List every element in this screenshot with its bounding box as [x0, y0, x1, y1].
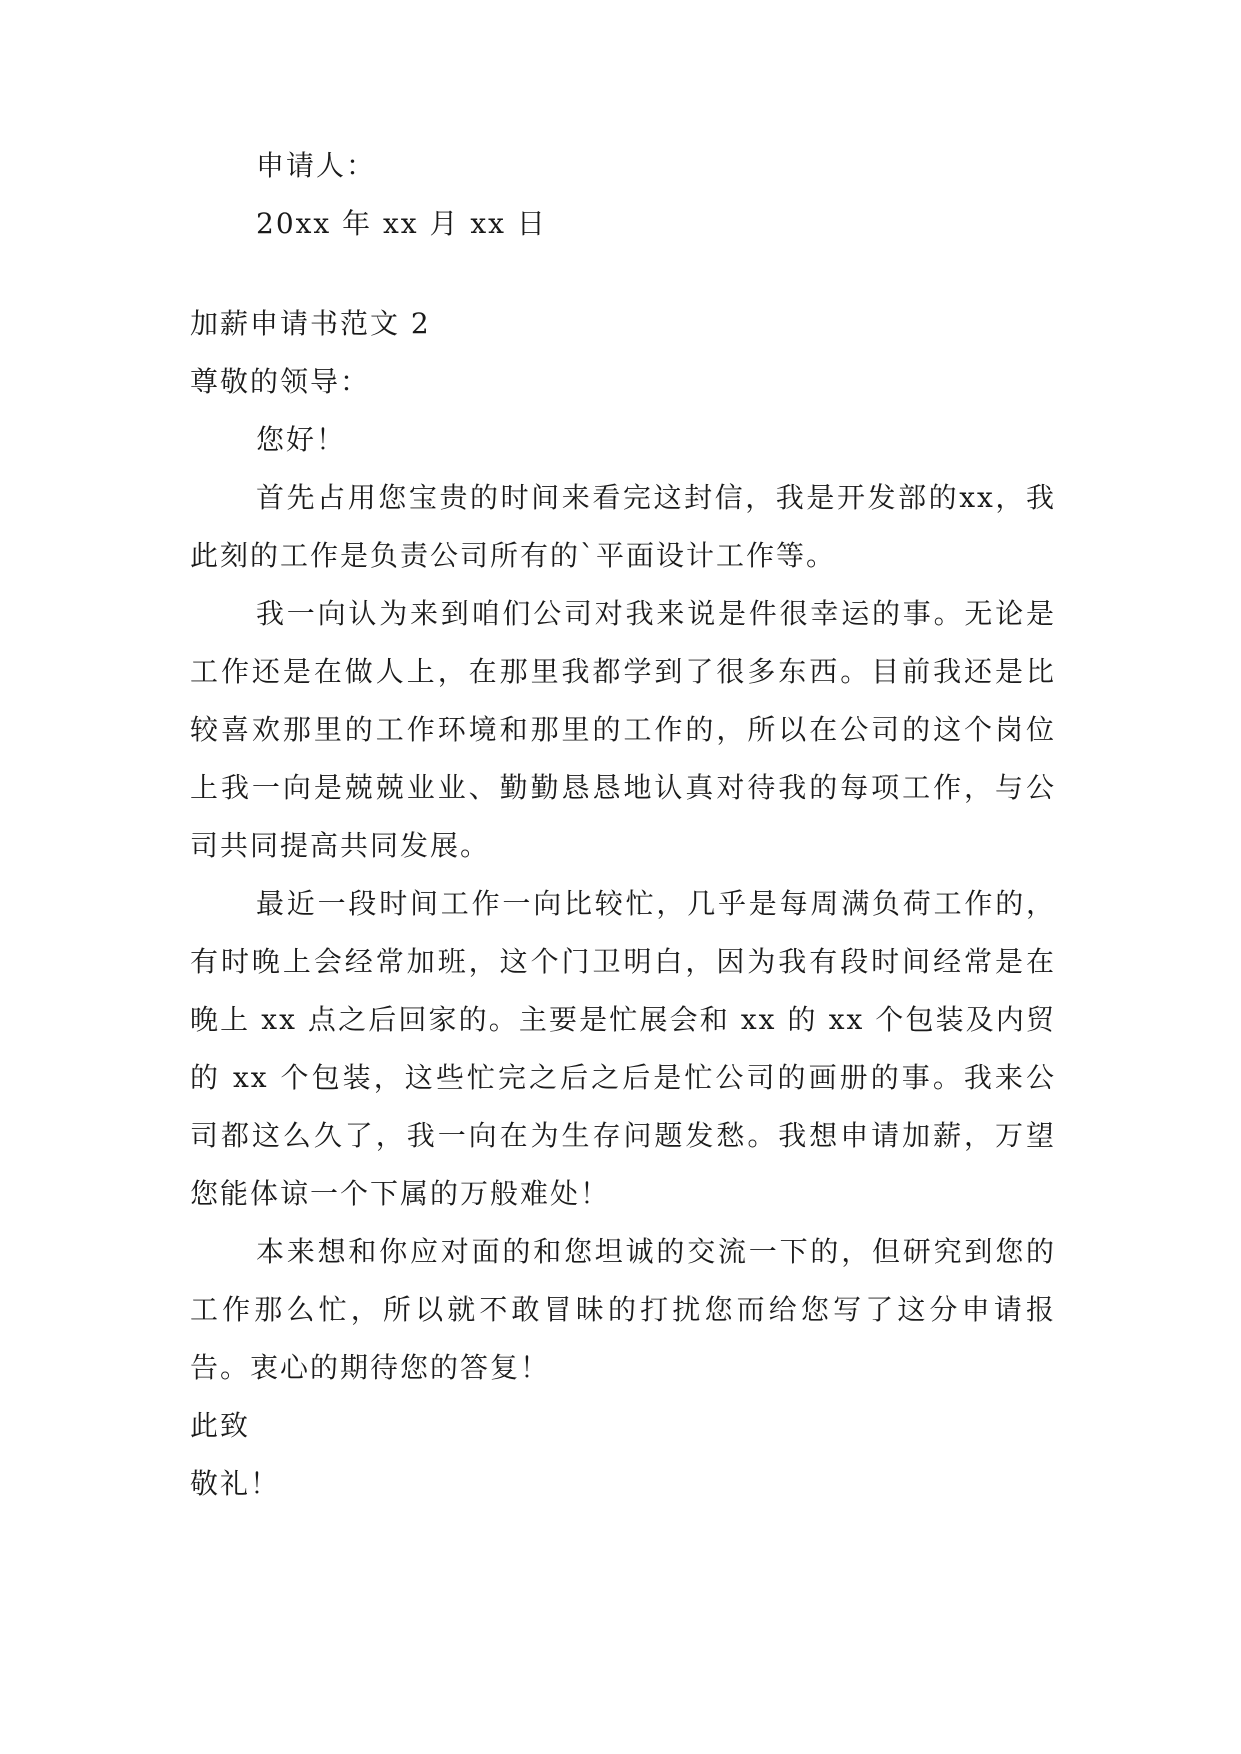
document-title: 加薪申请书范文 2 [190, 307, 431, 340]
paragraph-company: 我一向认为来到咱们公司对我来说是件很幸运的事。无论是工作还是在做人上，在那里我都学到了很多东西。目前我还是比较喜欢那里的工作环境和那里的工作的，所以在公司的这个岗位上我一向是兢兢业业、勤勤恳恳地认真对待我的每项工作，与公司共同提高共同发展。 [190, 597, 1056, 862]
paragraph-closing-request: 本来想和你应对面的和您坦诚的交流一下的，但研究到您的工作那么忙，所以就不敢冒昧的打扰您而给您写了这分申请报告。衷心的期待您的答复！ [190, 1235, 1056, 1384]
paragraph-intro: 首先占用您宝贵的时间来看完这封信，我是开发部的xx，我此刻的工作是负责公司所有的`平面设计工作等。 [190, 481, 1056, 572]
greeting: 您好！ [256, 423, 347, 456]
applicant-section [190, 137, 1056, 253]
closing-line-1: 此致 [190, 1409, 251, 1442]
salutation: 尊敬的领导： [190, 365, 371, 398]
applicant-label: 申请人： [256, 149, 377, 182]
closing-line-2: 敬礼！ [190, 1467, 281, 1500]
letter-body [190, 295, 1056, 1513]
paragraph-workload: 最近一段时间工作一向比较忙，几乎是每周满负荷工作的，有时晚上会经常加班，这个门卫明白，因为我有段时间经常是在晚上 xx 点之后回家的。主要是忙展会和 xx 的 xx 个包装及内贸的 xx 个包装，这些忙完之后之后是忙公司的画册的事。我来公司都这么久了，我一向在为生存问题发愁。我想申请加薪，万望您能体谅一个下属的万般难处！ [190, 887, 1056, 1210]
date-line: 20xx 年 xx 月 xx 日 [256, 207, 547, 240]
